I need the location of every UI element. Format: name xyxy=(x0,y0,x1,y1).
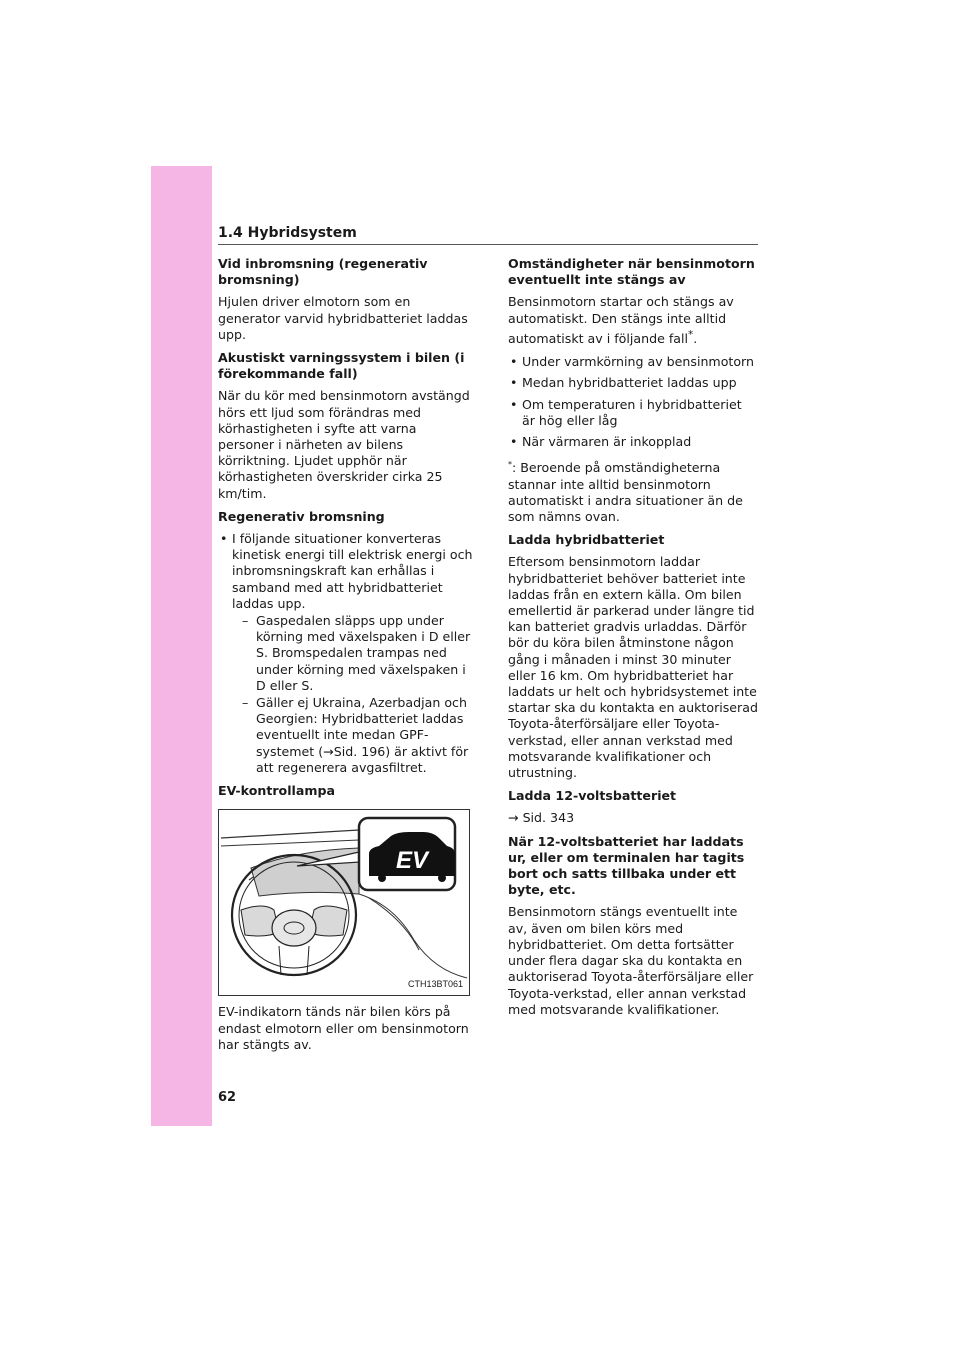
dashboard-illustration xyxy=(219,810,469,995)
paragraph-acoustic-warning: När du kör med bensinmotorn avstängd hörs ett ljud som förändras med körhastigheten i syfte att varna personer i närheten av bilens körriktning. Ljudet upphör när körhastigheten överskrider cirka 25 km/tim. xyxy=(218,388,470,501)
regen-dash-list xyxy=(232,613,474,776)
footnote-marker: * xyxy=(687,328,694,341)
list-item: • När värmaren är inkopplad xyxy=(508,434,758,450)
list-item: • Under varmkörning av bensinmotorn xyxy=(508,354,758,370)
heading-12v-discharged: När 12-voltsbatteriet har laddats ur, eller om terminalen har tagits bort och satts tillbaka under ett byte, etc. xyxy=(508,833,745,898)
header-rule xyxy=(218,244,758,245)
arrow-icon: → xyxy=(323,743,334,759)
heading-charge-12v-battery: Ladda 12-voltsbatteriet xyxy=(508,788,677,804)
ev-indicator-figure xyxy=(218,809,470,996)
chapter-side-tab xyxy=(151,166,212,1126)
heading-engine-not-stopping: Omständigheter när bensinmotorn eventuellt inte stängs av xyxy=(508,256,755,288)
list-item: • Medan hybridbatteriet laddas upp xyxy=(508,375,758,391)
right-column xyxy=(508,256,758,1025)
page-reference-link[interactable]: Sid. 196) är aktivt för att regenerera avgasfiltret. xyxy=(256,743,469,775)
paragraph-ev-indicator: EV-indikatorn tänds när bilen körs på endast elmotorn eller om bensinmotorn har stängts av. xyxy=(218,1004,469,1052)
dash2-text-a: Gäller ej Ukraina, Azerbadjan och Georgien: Hybridbatteriet laddas eventuellt inte medan GPF-systemet ( xyxy=(256,695,467,759)
paragraph-end: . xyxy=(693,331,698,346)
page-reference-text: Sid. 343 xyxy=(518,810,575,826)
paragraph-auto-start-stop-text: Bensinmotorn startar och stängs av automatiskt. Den stängs inte alltid automatiskt av i följande fall xyxy=(508,294,734,346)
footnote xyxy=(508,457,758,525)
heading-charge-hybrid-battery: Ladda hybridbatteriet xyxy=(508,532,665,548)
conditions-bullet-list xyxy=(508,354,758,450)
ev-indicator-label: EV xyxy=(395,847,429,875)
paragraph-12v-discharged: Bensinmotorn stängs eventuellt inte av, även om bilen körs med hybridbatteriet. Om detta fortsätter under flera dagar ska du kontakta en auktoriserad Toyota-återförsäljare eller Toyota-verkstad, eller annan verkstad med motsvarande kvalifikationer. xyxy=(508,904,754,1017)
heading-ev-indicator: EV-kontrollampa xyxy=(218,783,335,799)
heading-regenerative-braking-event: Vid inbromsning (regenerativ bromsning) xyxy=(218,256,428,288)
list-item xyxy=(218,531,474,776)
regen-bullet-list xyxy=(218,531,474,776)
heading-regenerative-braking: Regenerativ bromsning xyxy=(218,508,385,524)
arrow-icon: → xyxy=(508,810,519,826)
list-item: • Om temperaturen i hybridbatteriet är hög eller låg xyxy=(508,397,758,429)
page-reference[interactable] xyxy=(508,810,758,826)
figure-code: CTH13BT061 xyxy=(407,979,463,990)
paragraph-charge-hybrid-battery: Eftersom bensinmotorn laddar hybridbatteriet behöver batteriet inte laddas från en extern källa. Om bilen emellertid är parkerad under längre tid kan batteriet gradvis urladdas. Därför bör du köra bilen åtminstone någon gång i månaden i minst 30 minuter eller 16 km. Om hybridbatteriet har laddats ur helt och hybridsystemet inte startar ska du kontakta en auktoriserad Toyota-återförsäljare eller Toyota-verkstad, eller annan verkstad med motsvarande kvalifikationer och utrustning. xyxy=(508,554,758,781)
heading-acoustic-warning: Akustiskt varningssystem i bilen (i förekommande fall) xyxy=(218,350,465,382)
page-number: 62 xyxy=(218,1090,237,1105)
footnote-text: : Beroende på omständigheterna stannar inte alltid bensinmotorn automatiskt i andra situationer än de som nämns ovan. xyxy=(508,460,743,525)
list-item xyxy=(242,695,474,776)
paragraph-generator: Hjulen driver elmotorn som en generator varvid hybridbatteriet laddas upp. xyxy=(218,294,468,342)
regen-bullet-text: I följande situationer konverteras kinetisk energi till elektrisk energi och inbromsningskraft kan erhållas i samband med att hybridbatteriet laddas upp. xyxy=(232,531,473,611)
footnote-mark: * xyxy=(508,460,512,470)
section-header: 1.4 Hybridsystem xyxy=(218,225,357,241)
left-column xyxy=(218,256,474,1060)
list-item: – Gaspedalen släpps upp under körning med växelspaken i D eller S. Bromspedalen trampas ned under körning med växelspaken i D eller S. xyxy=(242,613,474,694)
paragraph-auto-start-stop xyxy=(508,294,758,347)
